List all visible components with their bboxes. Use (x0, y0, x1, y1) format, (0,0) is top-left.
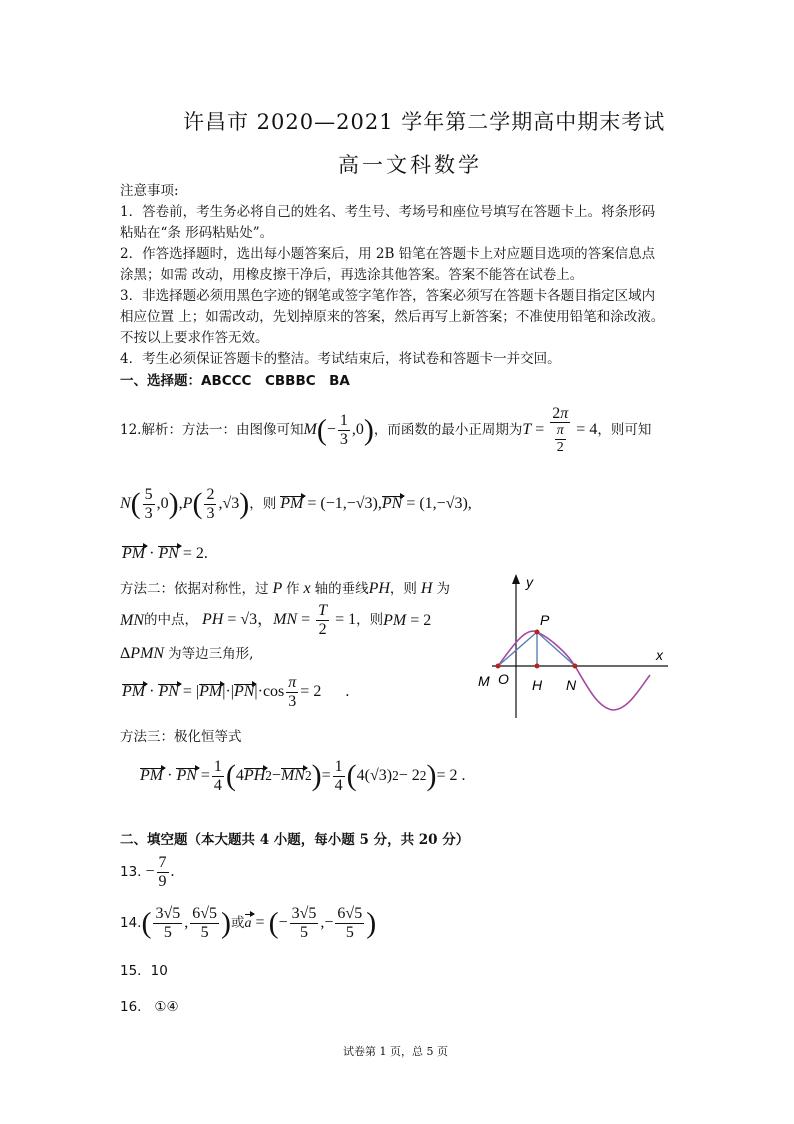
q14-value-a: ( $\frac{3√5}{5}$ , $\frac{6√5}{5}$ ) (141, 904, 232, 941)
label-H: H (532, 677, 543, 693)
m2-H: H (416, 580, 437, 597)
m2-c: 轴的垂线 (314, 581, 369, 597)
notice-line: 相应位置 上；如需改动，先划掉原来的答案，然后再写上新答案；不准使用铅笔和涂改液。 (120, 309, 665, 325)
m2-d: ，则 (389, 581, 417, 597)
eq-M: M(− $\frac{1}{3}$ ,0) (303, 411, 374, 448)
page-footer: 试卷第 1 页，总 5 页 (343, 1045, 448, 1058)
m2-PM: PM = 2 (383, 611, 432, 629)
section-choice-label: 一、选择题： (120, 373, 201, 389)
q13-value: − $\frac{7}{9}$ . (141, 853, 175, 890)
m2-g: ，则 (356, 611, 384, 628)
notice-line: 3．非选择题必须用黑色字迹的钢笔或签字笔作答，答案必须写在答题卡各题目指定区域内 (120, 288, 656, 304)
eq-NP: N( $\frac{5}{3}$ ,0),P( $\frac{2}{3}$ ,√3) (120, 485, 250, 522)
label-P: P (540, 612, 550, 628)
eq-period: T = $\frac{2\pi}{\frac{\pi}{2}}$ = 4 (522, 404, 598, 455)
method2-line3 (120, 643, 253, 665)
point-H (535, 664, 540, 669)
method3-heading: 方法三：极化恒等式 (120, 729, 242, 745)
page-subtitle: 高一文科数学 (338, 153, 482, 177)
q15-answer: 15．10 (120, 963, 168, 979)
method2-line2 (120, 600, 431, 640)
choice-answers: ABCCC CBBBC BA (201, 373, 350, 389)
notice-line: 涂黑；如需 改动，用橡皮擦干净后，再选涂其他答案。答案不能答在试卷上。 (120, 267, 584, 283)
sine-graph (470, 570, 670, 720)
x-axis-label: x (656, 647, 663, 663)
method2-line1 (120, 578, 450, 600)
m2-eqs: PH = √3，MN = $\frac{T}{2}$ = 1 (202, 601, 357, 638)
m2-MN: MN (120, 611, 144, 629)
q16-value: ①④ (154, 999, 179, 1015)
notice-line: 1．答卷前，考生务必将自己的姓名、考生号、考场号和座位号填写在答题卡上。将条形码 (120, 204, 656, 220)
sine-curve (498, 631, 650, 710)
q14-label: 14. (120, 914, 142, 931)
q14-or: 或 (231, 914, 245, 931)
segment-PM (498, 632, 537, 666)
q12-then: ，则 (249, 495, 277, 512)
m2-tri: ΔPMN (120, 645, 165, 662)
m2-PH: PH (368, 580, 390, 597)
q16-answer (120, 997, 179, 1018)
q12-mid: ，而函数的最小正周期为 (373, 421, 523, 438)
point-P (535, 630, 540, 635)
q12-line2 (120, 482, 472, 526)
y-axis-arrow-icon (512, 574, 520, 584)
q13-answer (120, 852, 175, 892)
label-O: O (498, 671, 509, 687)
m2-f: 的中点， (144, 611, 198, 628)
point-M (496, 664, 501, 669)
q12-line1 (120, 398, 651, 462)
notice-line: 不按以上要求作答无效。 (120, 330, 269, 346)
m2-b: 作 (285, 581, 300, 597)
q12-end: ，则可知 (597, 421, 652, 438)
q14-value-b: a = (− $\frac{3√5}{5}$ ,− $\frac{6√5}{5}$ ) (244, 904, 377, 941)
q14-answer (120, 900, 376, 946)
notice-heading: 注意事项: (120, 183, 179, 199)
notice-line: 4．考生必须保证答题卡的整洁。考试结束后，将试卷和答题卡一并交回。 (120, 351, 561, 367)
eq-method3: PM · PN = $\frac{1}{4}$ ( 4 PH 2 − MN 2 ) = $\frac{1}{4}$ ( 4(√3) 2 − 2 2 ) = 2 . (140, 757, 466, 794)
q13-label: 13. (120, 863, 142, 880)
label-M: M (478, 673, 490, 689)
section-choice (120, 371, 350, 392)
q12-intro: 12.解析：方法一：由图像可知 (120, 421, 304, 438)
segment-PN (537, 632, 575, 666)
page-title: 许昌市 2020—2021 学年第二学期高中期末考试 (183, 110, 666, 134)
m2-a: 方法二：依据对称性，过 (120, 581, 269, 597)
label-N: N (566, 677, 577, 693)
m2-h: 为等边三角形, (168, 646, 254, 662)
m2-P: P (268, 580, 286, 597)
notice-line: 粘贴在“条 形码粘贴处”。 (120, 225, 274, 241)
eq-method2-result: PM · PN = | PM |·| PN |·cos $\frac{\pi}{3}$ = 2 . (122, 673, 350, 710)
eq-dot-product: PM · PN = 2. (122, 545, 208, 562)
point-N (573, 664, 578, 669)
y-axis-label: y (526, 574, 533, 590)
section-fill: 二、填空题（本大题共 4 小题，每小题 5 分，共 20 分） (120, 832, 470, 848)
eq-vectors: PM = (−1,−√3),PN = (1,−√3), (280, 495, 472, 512)
notice-line: 2．作答选择题时，选出每小题答案后，用 2B 铅笔在答题卡上对应题目选项的答案信息点 (120, 246, 656, 262)
q16-label: 16. (120, 999, 142, 1015)
m2-e: 为 (436, 581, 450, 597)
m2-x: x (299, 580, 315, 597)
